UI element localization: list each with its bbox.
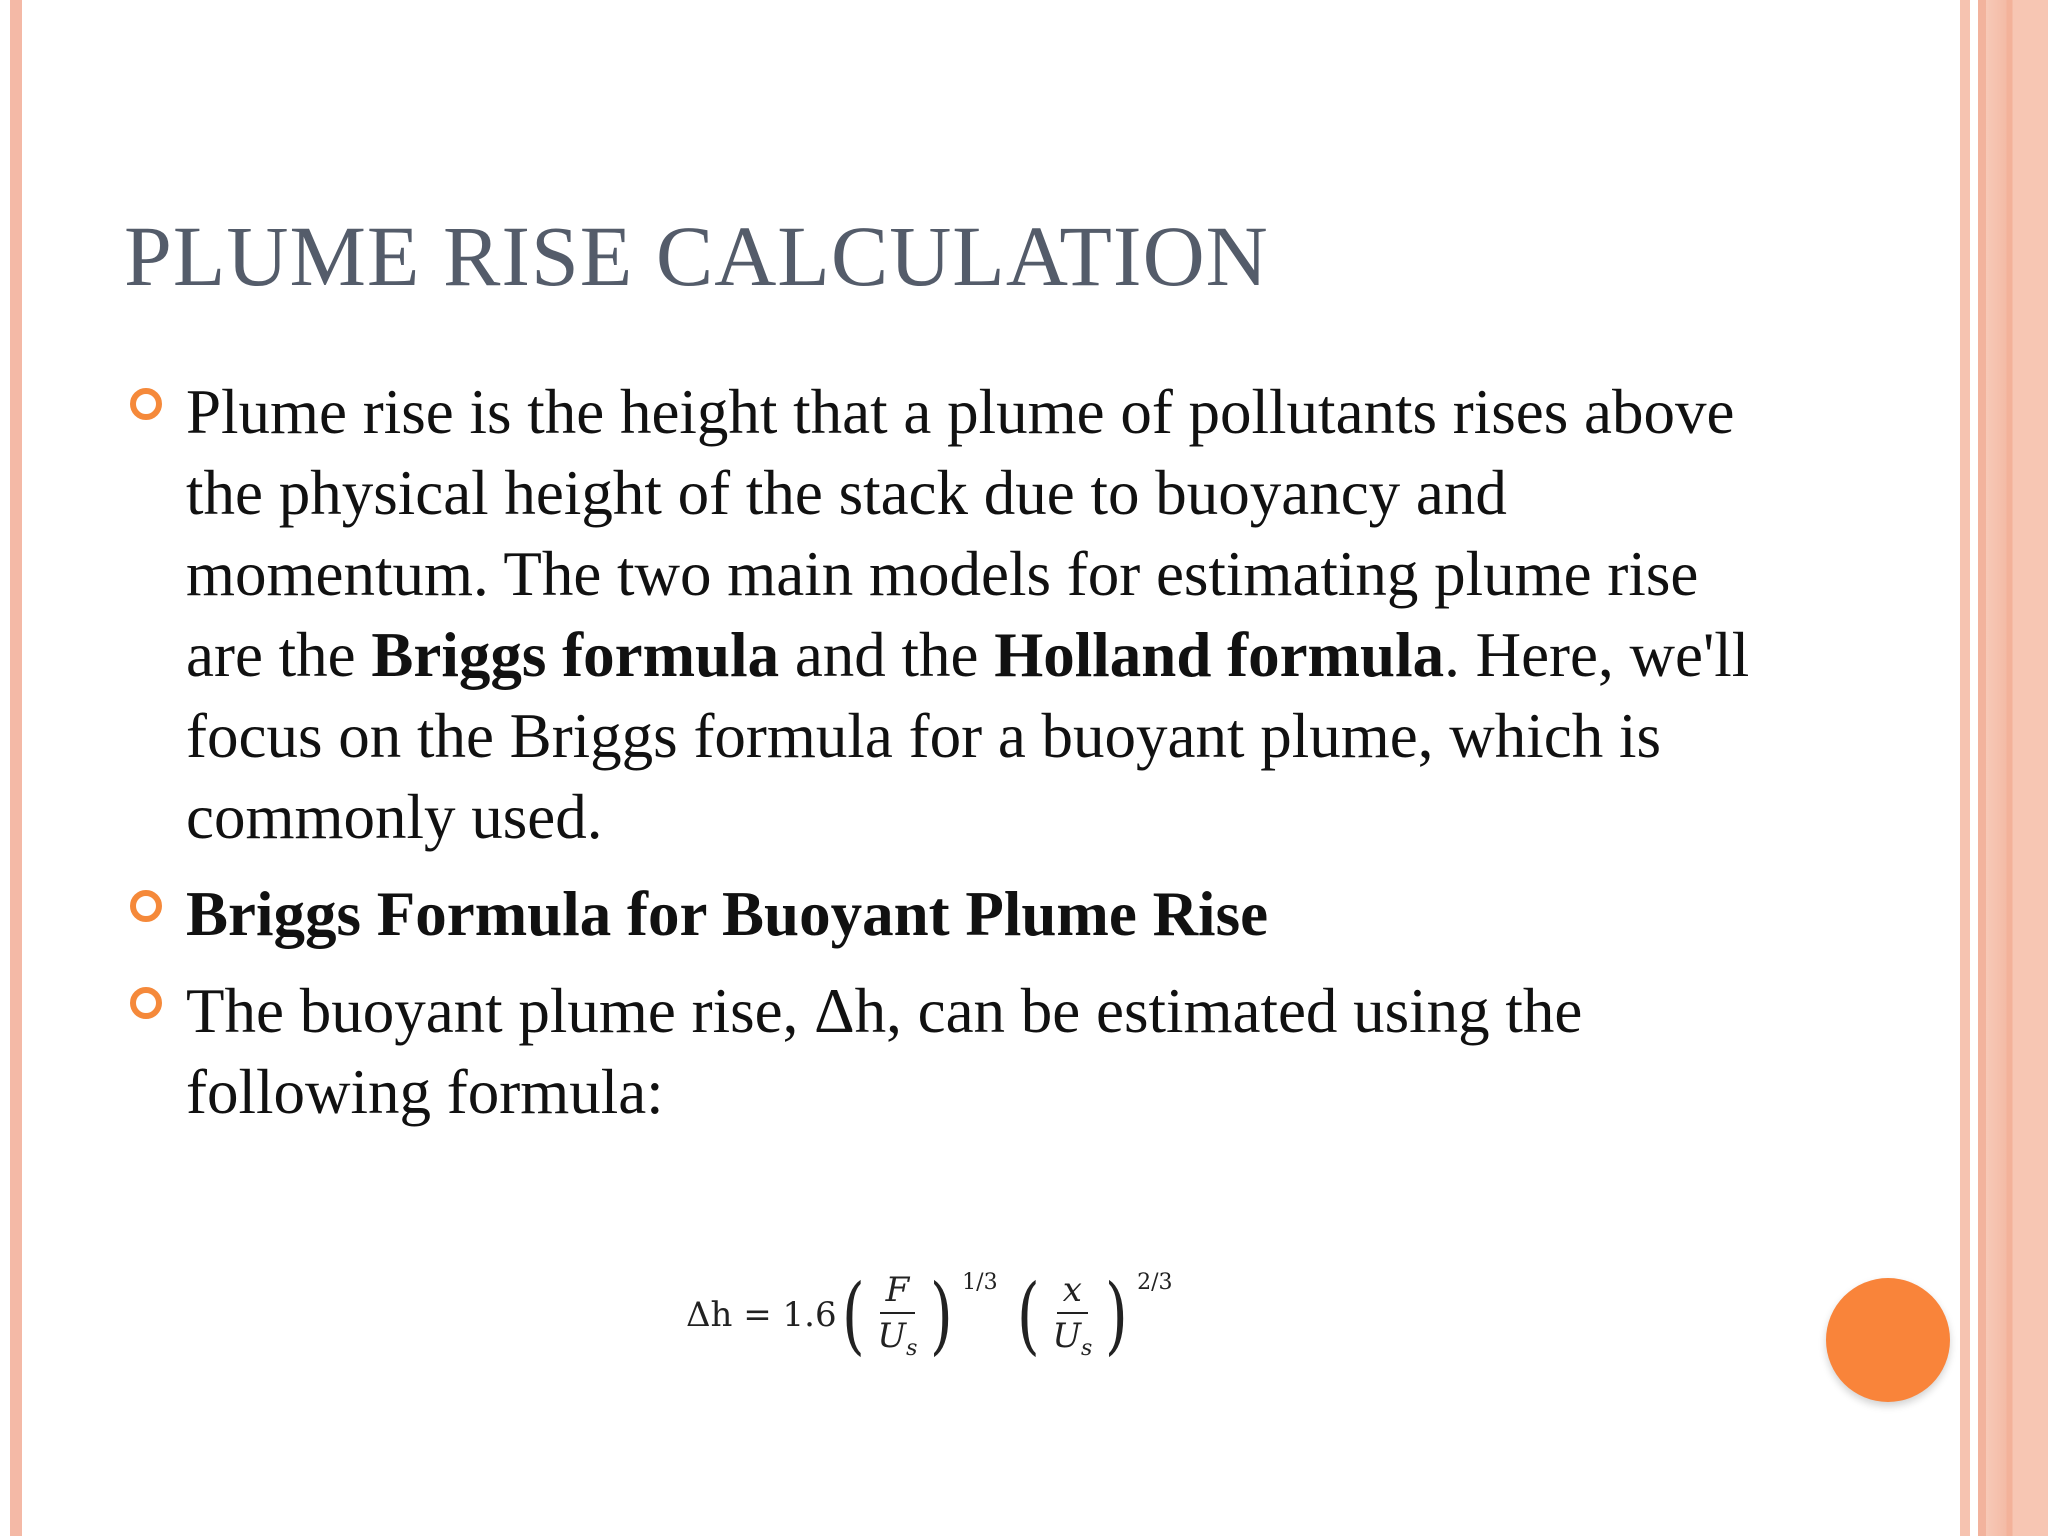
formula-fraction-1-numerator: F <box>880 1270 916 1314</box>
formula-fraction-2-denominator: $U_s$ <box>1052 1316 1093 1361</box>
formula-fraction-2-numerator: x <box>1057 1270 1088 1314</box>
bullet-bold-briggs: Briggs formula <box>371 620 780 690</box>
ring-bullet-icon <box>130 890 162 922</box>
ring-bullet-icon <box>130 987 162 1019</box>
ring-bullet-icon <box>130 388 162 420</box>
left-decor-stripe <box>10 0 22 1536</box>
right-decor-band <box>1986 0 2048 1536</box>
formula-right-paren: ) <box>930 1266 954 1365</box>
bullet-item-definition <box>130 372 1750 858</box>
slide-title: PLUME RISE CALCULATION <box>124 208 1269 304</box>
bullet-bold-holland: Holland formula <box>994 620 1445 690</box>
right-decor-stripe-thin <box>1978 0 1986 1536</box>
bullet-list <box>130 372 1750 1149</box>
bullet-text-part: . Here, we'll focus on the Briggs formula for a buoyant plume, which is commonly used. <box>186 620 1750 852</box>
briggs-formula <box>686 1266 1186 1365</box>
formula-exponent-2: 2/3 <box>1137 1270 1173 1295</box>
formula-left-paren: ( <box>1016 1266 1040 1365</box>
formula-exponent-1: 1/3 <box>962 1270 998 1295</box>
bullet-bold-heading: Briggs Formula for Buoyant Plume Rise <box>186 879 1269 949</box>
formula-fraction-2 <box>1046 1270 1098 1361</box>
formula-right-paren: ) <box>1105 1266 1129 1365</box>
bullet-text-part: Plume rise is the height that a plume of pollutants rises above the physical height of the stack due to buoyancy and momentum. The two main models for estimating plume rise are the <box>186 377 1735 690</box>
bullet-item-formula-intro <box>130 971 1750 1133</box>
formula-fraction-1-denominator: $U_s$ <box>877 1316 918 1361</box>
bullet-item-heading <box>130 874 1750 955</box>
formula-lhs: Δh = 1.6 <box>686 1295 837 1336</box>
formula-fraction-1 <box>871 1270 923 1361</box>
right-decor-stripe <box>1960 0 1970 1536</box>
bullet-text: The buoyant plume rise, Δh, can be estimated using the following formula: <box>186 976 1583 1127</box>
bullet-text-part: and the <box>779 620 995 690</box>
formula-left-paren: ( <box>841 1266 865 1365</box>
orange-circle-decor <box>1826 1278 1950 1402</box>
